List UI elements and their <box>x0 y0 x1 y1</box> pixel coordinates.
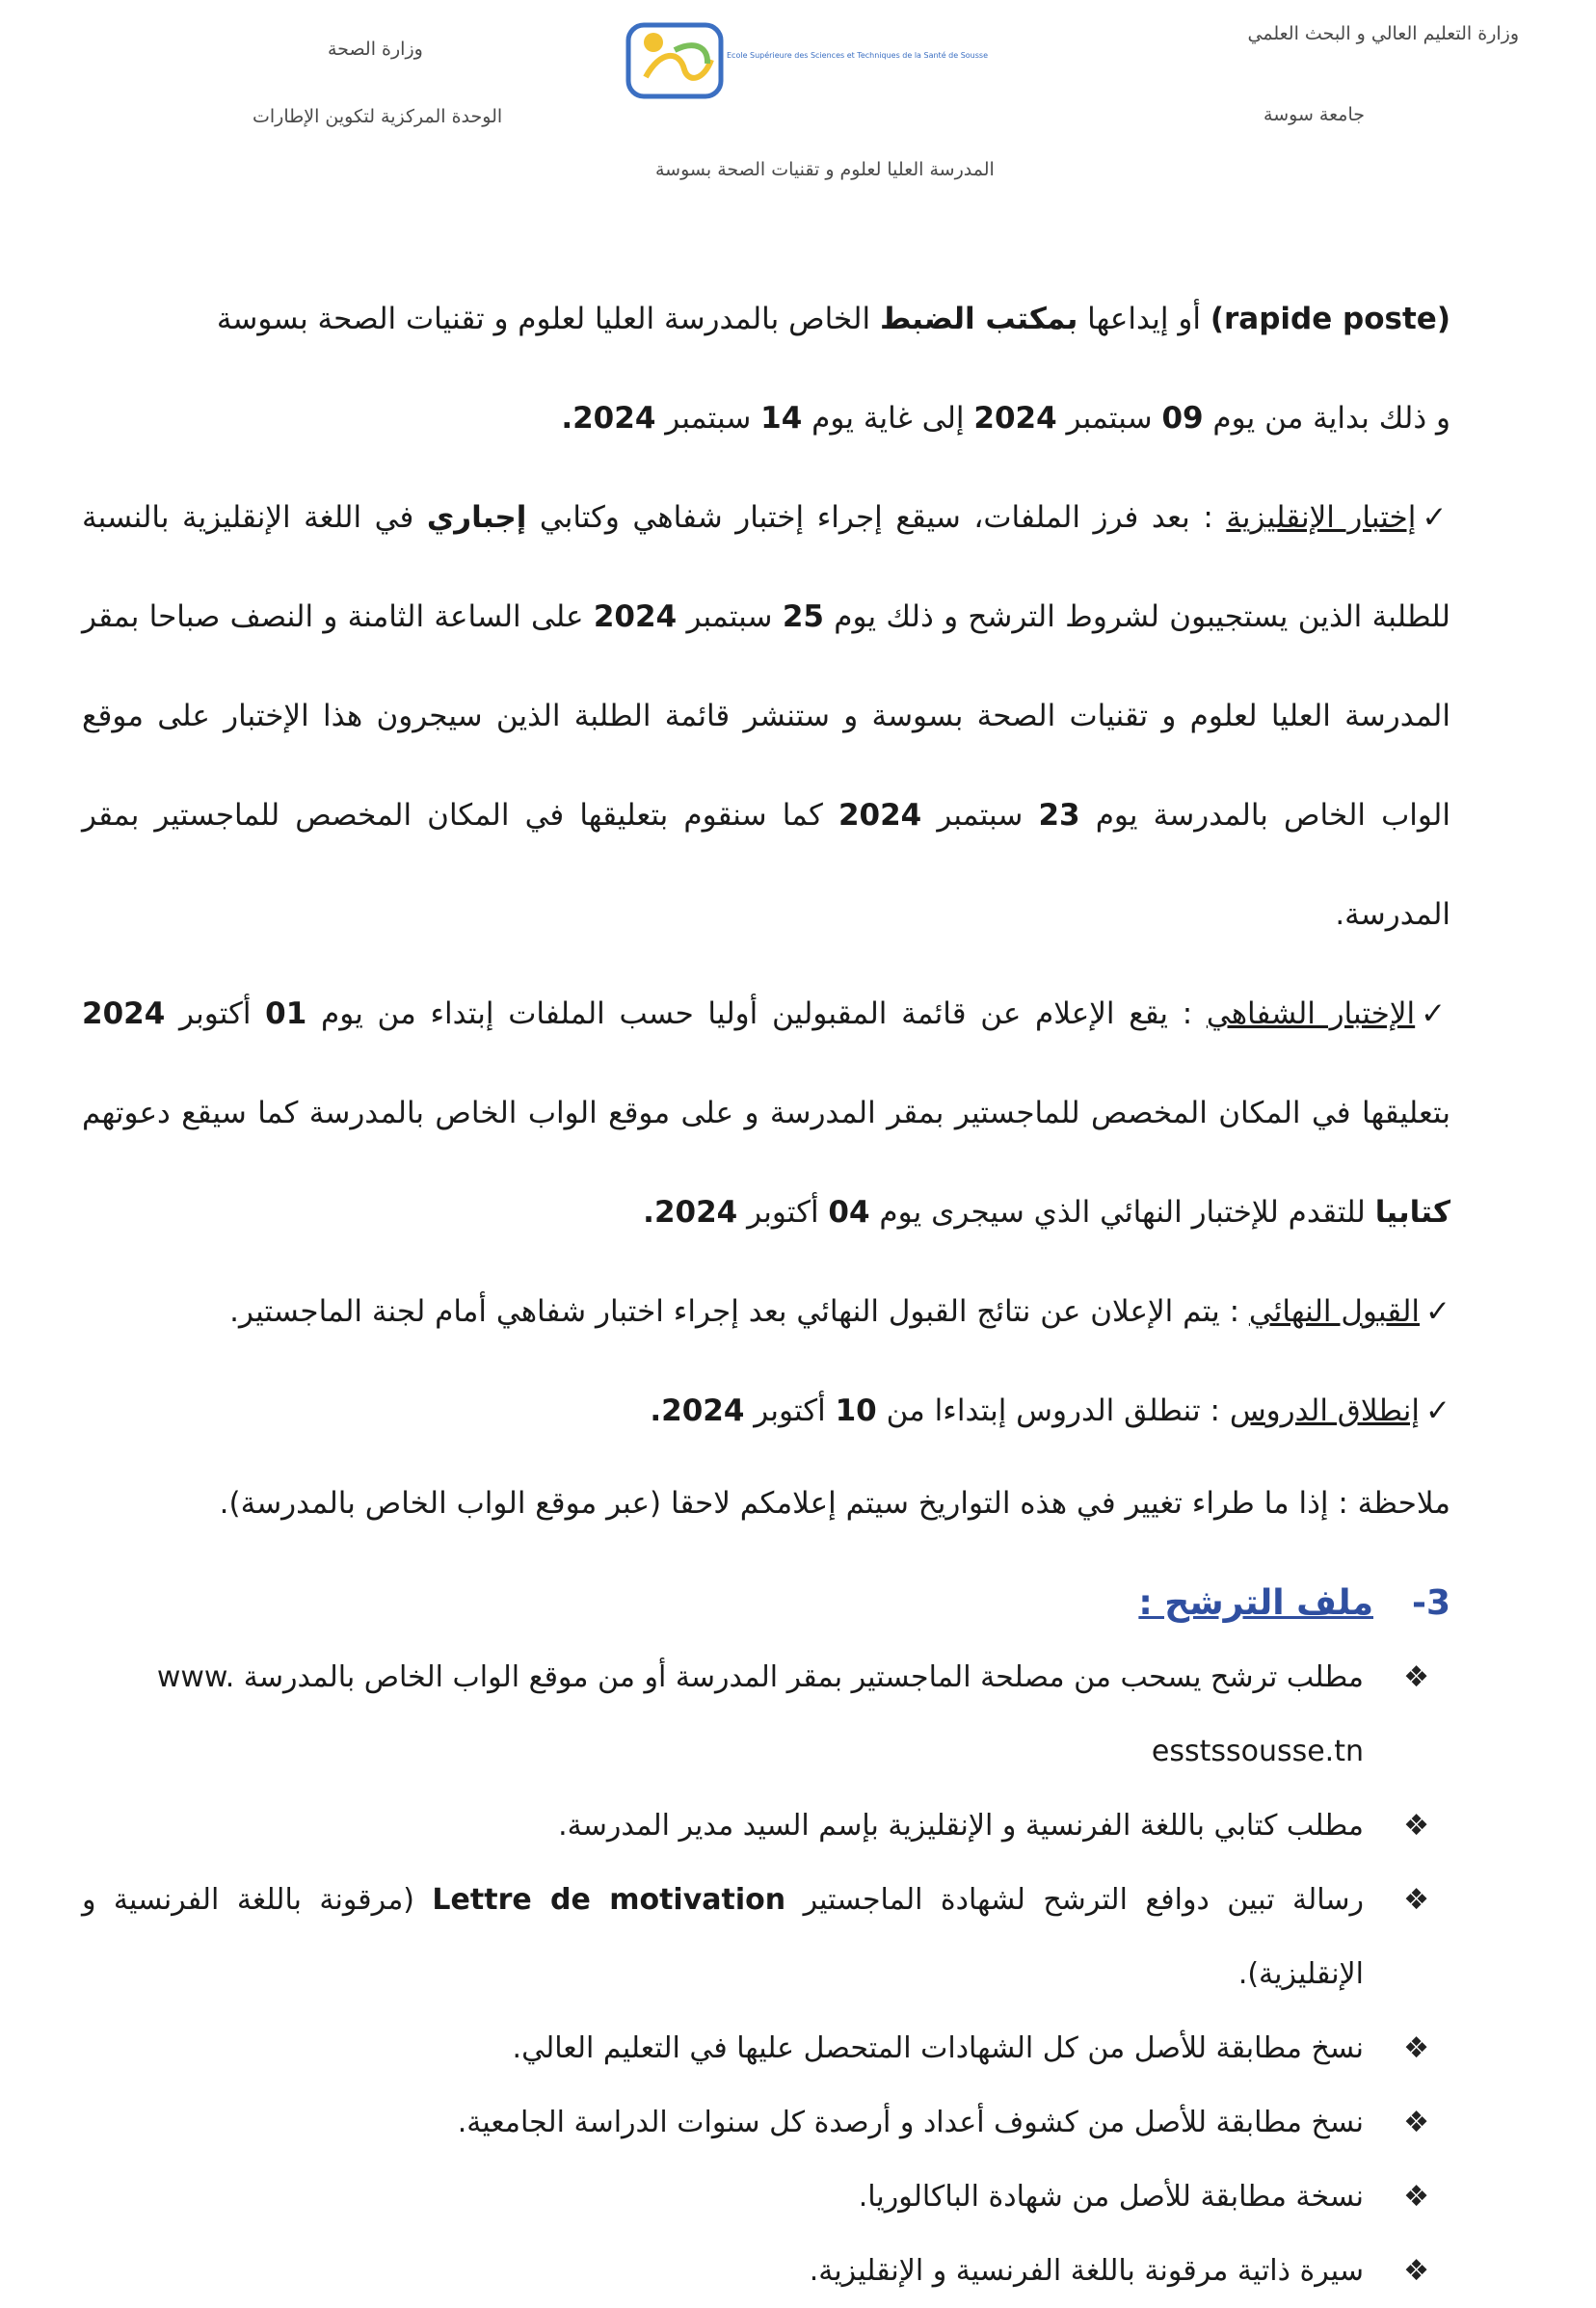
bold-mandatory: إجباري <box>426 500 527 535</box>
oral-test-label: الإختبار الشفاهي <box>1206 996 1416 1031</box>
paragraph-final-admission <box>82 1262 1450 1362</box>
text-run: سبتمبر <box>655 401 761 436</box>
paragraph-submission <box>82 270 1450 369</box>
list-item <box>82 1863 1450 2011</box>
text-run: أكتوبر <box>165 996 266 1031</box>
year-number: 2024 <box>973 401 1057 436</box>
year-number: 2024. <box>650 1393 745 1428</box>
checkmark-icon: ✓ <box>1425 1294 1450 1329</box>
rapide-poste-text: (rapide poste) <box>1210 302 1450 336</box>
year-number: 2024 <box>838 798 922 833</box>
date-number: 10 <box>835 1393 877 1428</box>
text-run: و ذلك بداية من يوم <box>1203 401 1450 436</box>
english-test-label: إختبار الإنقليزية <box>1226 500 1417 535</box>
text-run: رسالة تبين دوافع الترشح لشهادة الماجستير <box>785 1883 1364 1917</box>
document-body <box>82 270 1450 2308</box>
paragraph-oral-test <box>82 965 1450 1262</box>
date-number: 01 <box>265 996 307 1031</box>
list-item <box>82 2160 1450 2234</box>
website-url: www. <box>156 1660 235 1694</box>
text-run: سيرة ذاتية مرقونة باللغة الفرنسية و الإنقليزية. <box>809 2254 1364 2288</box>
text-run: أكتوبر <box>744 1393 836 1428</box>
latin-term: Lettre de motivation <box>432 1883 786 1917</box>
text-run: أو إيداعها <box>1077 302 1210 336</box>
text-run: نسخ مطابقة للأصل من كل الشهادات المتحصل عليها في التعليم العالي. <box>512 2031 1364 2065</box>
central-unit-label: الوحدة المركزية لتكوين الإطارات <box>253 106 503 127</box>
text-run: : بعد فرز الملفات، سيقع إجراء إختبار شفاهي وكتابي <box>526 500 1227 535</box>
text-run: مطلب ترشح يسحب من مصلحة الماجستير بمقر المدرسة أو من موقع الواب الخاص بالمدرسة <box>234 1660 1364 1694</box>
bold-office: بمكتب الضبط <box>879 302 1078 336</box>
ministry-education-label: وزارة التعليم العالي و البحث العلمي <box>1247 23 1519 44</box>
date-number: 04 <box>828 1195 870 1230</box>
text-run: سبتمبر <box>1056 401 1162 436</box>
list-item <box>82 2011 1450 2085</box>
text-run: في اللغة الإنقليزية بالنسبة للطلبة الذين يستجيبون لشروط الترشح و ذلك يوم <box>82 500 1450 634</box>
text-run: بتعليقها في المكان المخصص للماجستير بمقر المدرسة و على موقع الواب الخاص بالمدرسة كما سيقع دعوتهم <box>82 1096 1450 1130</box>
section-heading <box>82 1575 1450 1632</box>
year-number: 2024 <box>593 599 678 634</box>
text-run: للتقدم للإختبار النهائي الذي سيجرى يوم <box>869 1195 1375 1230</box>
text-run: كما سنقوم بتعليقها في المكان المخصص للماجستير بمقر المدرسة. <box>82 798 1450 932</box>
classes-start-label: إنطلاق الدروس <box>1229 1393 1421 1428</box>
diamond-bullet-icon: ❖ <box>1403 2031 1429 2065</box>
diamond-bullet-icon: ❖ <box>1403 2254 1429 2288</box>
text-run: نسخة مطابقة للأصل من شهادة الباكالوريا. <box>858 2180 1364 2214</box>
section-title: ملف الترشح : <box>1138 1583 1373 1623</box>
text-run: نسخ مطابقة للأصل من كشوف أعداد و أرصدة كل سنوات الدراسة الجامعية. <box>457 2106 1364 2139</box>
note-paragraph: ملاحظة : إذا ما طراء تغيير في هذه التواريخ سيتم إعلامكم لاحقا (عبر موقع الواب الخاص بالمدرسة). <box>219 1486 1450 1521</box>
checkmark-icon: ✓ <box>1422 500 1451 535</box>
text-run: مطلب كتابي باللغة الفرنسية و الإنقليزية بإسم السيد مدير المدرسة. <box>558 1809 1364 1843</box>
year-number: 2024. <box>643 1195 738 1230</box>
date-number: 14 <box>760 401 803 436</box>
date-number: 23 <box>1038 798 1080 833</box>
diamond-bullet-icon: ❖ <box>1403 1660 1429 1694</box>
section-number: -3 <box>1412 1583 1450 1623</box>
year-number: 2024. <box>561 401 656 436</box>
date-number: 09 <box>1161 401 1204 436</box>
text-run: : يقع الإعلام عن قائمة المقبولين أوليا حسب الملفات إبتداء من يوم <box>306 996 1207 1031</box>
list-item <box>82 2085 1450 2160</box>
list-item <box>82 1640 1450 1789</box>
list-item <box>82 2234 1450 2308</box>
diamond-bullet-icon: ❖ <box>1403 1883 1429 1917</box>
school-logo <box>626 21 988 100</box>
text-run: الخاص بالمدرسة العليا لعلوم و تقنيات الصحة بسوسة <box>216 302 880 336</box>
bold-written: كتابيا <box>1374 1195 1450 1230</box>
diamond-bullet-icon: ❖ <box>1403 2106 1429 2139</box>
documents-list <box>82 1640 1450 2308</box>
school-label: المدرسة العليا لعلوم و تقنيات الصحة بسوسة <box>655 159 995 180</box>
text-run: سبتمبر <box>677 599 783 634</box>
paragraph-classes-start <box>82 1362 1450 1461</box>
paragraph-dates <box>82 369 1450 468</box>
text-run: (مرقونة باللغة الفرنسية و الإنقليزية). <box>82 1883 1364 1991</box>
year-number: 2024 <box>82 996 166 1031</box>
text-run: : تنطلق الدروس إبتداءا من <box>876 1393 1230 1428</box>
diamond-bullet-icon: ❖ <box>1403 1809 1429 1843</box>
paragraph-english-test <box>82 468 1450 965</box>
date-number: 25 <box>782 599 824 634</box>
website-url-domain: esstssousse.tn <box>1151 1735 1364 1768</box>
ministry-health-label: وزارة الصحة <box>328 39 423 60</box>
list-item <box>82 1789 1450 1863</box>
final-admission-label: القبول النهائي <box>1248 1294 1421 1329</box>
logo-text: Ecole Supérieure des Sciences et Techniques de la Santé de Sousse <box>727 51 988 60</box>
text-run: إلى غاية يوم <box>802 401 974 436</box>
university-label: جامعة سوسة <box>1264 104 1365 125</box>
text-run: : يتم الإعلان عن نتائج القبول النهائي بعد إجراء اختبار شفاهي أمام لجنة الماجستير. <box>229 1294 1249 1329</box>
text-run: على الساعة الثامنة و النصف صباحا بمقر المدرسة العليا لعلوم و تقنيات الصحة بسوسة و ستنشر قائمة الطلبة الذين سيجرون هذا الإختبار على موقع الواب الخاص بالمدرسة يوم <box>82 599 1450 833</box>
checkmark-icon: ✓ <box>1425 1393 1450 1428</box>
checkmark-icon: ✓ <box>1421 996 1450 1031</box>
text-run: أكتوبر <box>737 1195 829 1230</box>
diamond-bullet-icon: ❖ <box>1403 2180 1429 2214</box>
text-run: سبتمبر <box>921 798 1039 833</box>
